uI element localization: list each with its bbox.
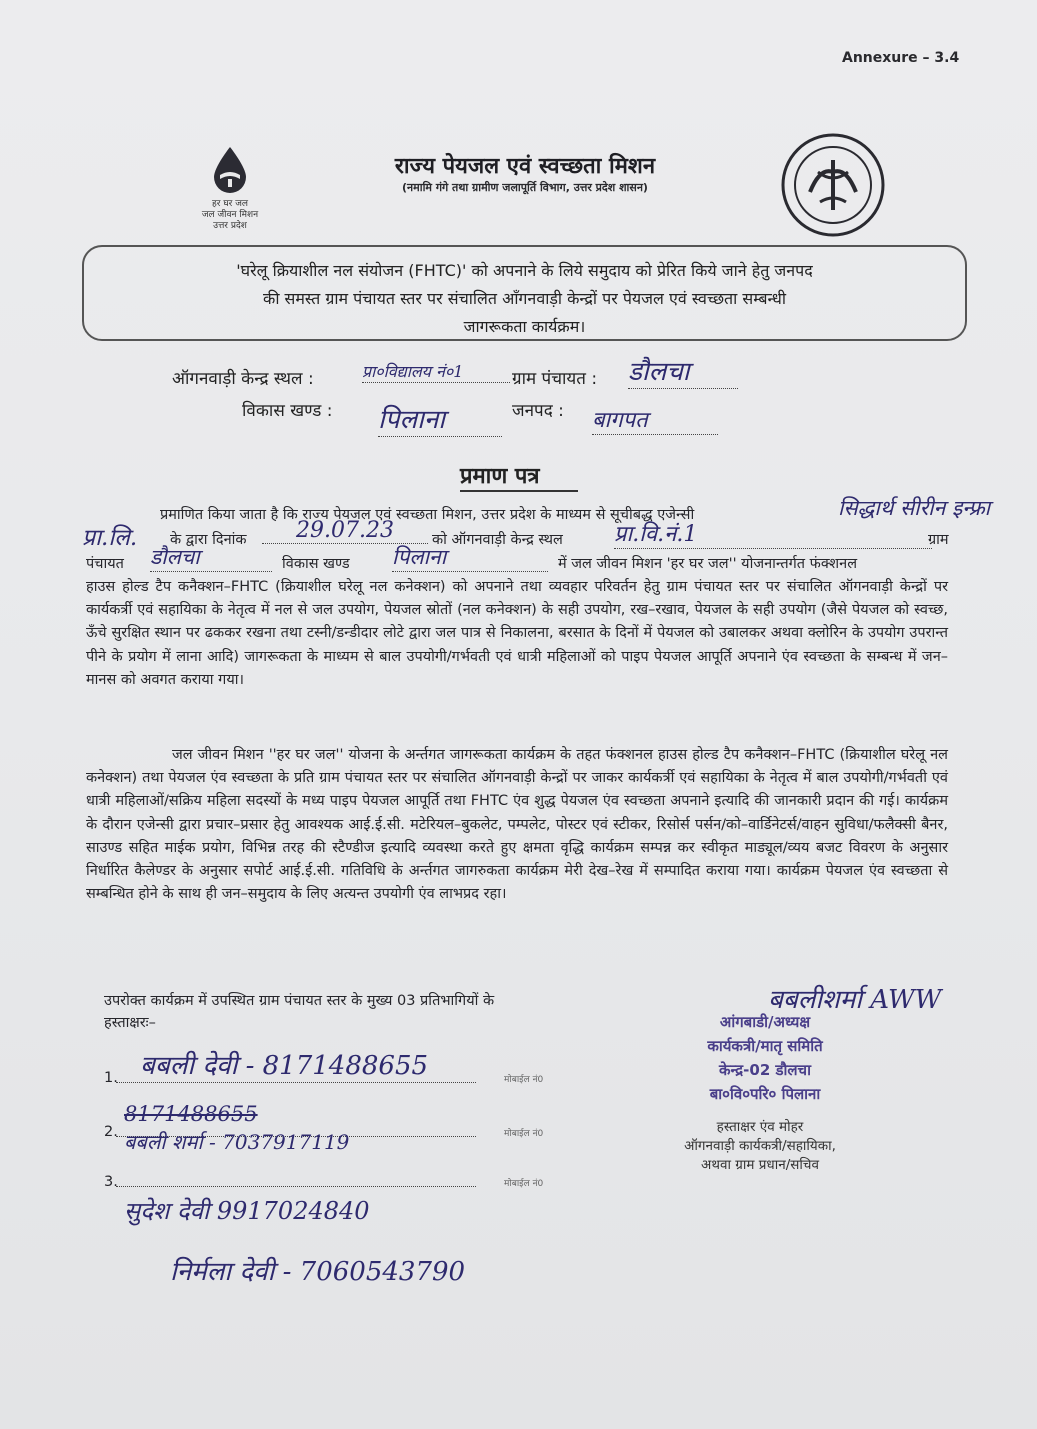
- signatory-caption: [610, 1118, 910, 1175]
- signatory-caption-2: ऑगनवाड़ी कार्यकत्री/सहायिका,: [684, 1138, 836, 1154]
- aww-signature: बबलीशर्मा AWW: [768, 985, 942, 1015]
- water-drop-icon: [210, 145, 250, 195]
- certificate-title: प्रमाण पत्र: [460, 464, 540, 489]
- anganwadi-label: ऑगनवाड़ी केन्द्र स्थल :: [172, 369, 314, 389]
- participant-3-signature: सुदेश देवी 9917024840: [124, 1197, 370, 1225]
- stamp-line-3: केन्द्र-02 डौलचा: [719, 1061, 811, 1079]
- stamp-line-2: कार्यकत्री/मातृ समिति: [707, 1037, 823, 1055]
- header-subtitle: (नमामि गंगे तथा ग्रामीण जलापूर्ति विभाग, उत्तर प्रदेश शासन): [402, 181, 648, 194]
- certificate-paragraph-1: हाउस होल्ड टैप कनैक्शन–FHTC (क्रियाशील घरेलू नल कनेक्शन) को अपनाने तथा व्यवहार परिवर्तन हेतु ग्राम पंचायत स्तर पर संचालित ऑगनवाड़ी केन्द्रों पर कार्यकर्त्री एवं सहायिका के नेतृत्व में नल से जल उपयोग, पेयजल स्रोतों (नल कनेक्शन) के सही उपयोग, रख–रखाव, पेयजल के सही उपयोग (जैसे पेयजल को स्वच्छ, ऊँचे सुरक्षित स्थान पर ढककर रखना तथा टस्नी/डन्डीदार लोटे द्वारा जल पात्र से निकालना, बरसात के दिनों में पेयजल को उबालकर अथवा क्लोरिन के उपयोग उपरान्त पीने के प्रयोग में लाना आदि) जागरूकता के माध्यम से बाल उपयोगी/गर्भवती एवं धात्री महिलाओं को पाइप पेयजल आपूर्ति अपनाने एंव स्वच्छता के सम्बन्ध में जन–मानस को अवगत कराया गया।: [86, 579, 948, 688]
- official-stamp: [640, 1010, 890, 1106]
- date-handwritten: 29.07.23: [262, 518, 428, 544]
- programme-line-2: की समस्त ग्राम पंचायत स्तर पर संचालित आँगनवाड़ी केन्द्रों पर पेयजल एवं स्वच्छता सम्बन्धी: [263, 289, 786, 308]
- participant-2-signature: बबली शर्मा - 7037917119: [124, 1130, 350, 1154]
- anganwadi-value: प्रा०विद्यालय नं०1: [362, 360, 510, 383]
- participant-1-signature: बबली देवी - 8171488655: [140, 1051, 429, 1081]
- participant-2-struck-number: 8171488655: [124, 1102, 258, 1126]
- agency-suffix-handwritten: प्रा.लि.: [82, 525, 138, 551]
- participant-number-3: 3.: [104, 1174, 118, 1190]
- vikas-khand-value: पिलाना: [378, 400, 502, 437]
- stamp-line-4: बा०वि०परि० पिलाना: [709, 1085, 821, 1103]
- logo-line-1: हर घर जल: [212, 199, 248, 209]
- gram-panchayat-value: डौलचा: [628, 352, 738, 389]
- agency-name-handwritten: सिद्धार्थ सीरीन इन्फ्रा: [838, 496, 991, 520]
- programme-line-3: जागरूकता कार्यक्रम।: [463, 317, 586, 336]
- cert-line-3-text-b: विकास खण्ड: [282, 556, 350, 572]
- participants-intro-2: हस्ताक्षरः–: [104, 1015, 156, 1031]
- cert-line-2-text-c: ग्राम: [928, 532, 949, 548]
- cert-line-3-text-c: में जल जीवन मिशन 'हर घर जल'' योजनान्तर्गत फंक्शनल: [558, 556, 858, 572]
- panchayat-handwritten: डौलचा: [150, 543, 272, 572]
- gram-panchayat-label: ग्राम पंचायत :: [512, 369, 598, 389]
- centre-handwritten: प्रा.वि.नं.1: [614, 518, 932, 549]
- mobile-label-3: मोबाईल नं0: [504, 1179, 544, 1189]
- header-title: राज्य पेयजल एवं स्वच्छता मिशन: [394, 154, 656, 179]
- signatory-caption-1: हस्ताक्षर एंव मोहर: [716, 1119, 804, 1135]
- certificate-paragraph-2: जल जीवन मिशन ''हर घर जल'' योजना के अर्न्तगत जागरूकता कार्यक्रम के तहत फंक्शनल हाउस होल्ड टैप कनैक्शन–FHTC (क्रियाशील घरेलू नल कनेक्शन) तथा पेयजल एंव स्वच्छता के प्रति ग्राम पंचायत स्तर पर संचालित ऑगनवाड़ी केन्द्रों पर जाकर कार्यकर्त्री एवं सहायिका के नेतृत्व में बाल उपयोगी/गर्भवती एवं धात्री महिलाओं/सक्रिय महिला सदस्यों के मध्य पाइप पेयजल आपूर्ति तथा FHTC एंव शुद्ध पेयजल एंव स्वच्छता अपनाने इत्यादि की जानकारी प्रदान की गई। कार्यक्रम के दौरान एजेन्सी द्वारा प्रचार–प्रसार हेतु आवश्यक आई.ई.सी. मटेरियल–बुकलेट, पम्पलेट, पोस्टर एवं स्टीकर, रिसोर्स पर्सन/को–वार्डिनेटर्स/वाहन सुविधा/फलैक्सी बैनर, साउण्ड सहित माईक प्रयोग, विभिन्न तरह की स्टैण्डीज इत्यादि व्यवस्था करते हुए क्षमता वृद्धि कार्यक्रम सम्पन्न कर स्वीकृत माड्यूल/व्यय बजट विवरण के अनुसार निर्धारित कैलेण्डर के अनुसार सपोर्ट आई.ई.सी. गतिविधि के अर्न्तगत जागरुकता कार्यक्रम मेरी देख–रेख में सम्पादित कराया गया। कार्यक्रम पेयजल एंव स्वच्छता से सम्बन्धित होने के साथ ही जन–समुदाय के लिए अत्यन्त उपयोगी एंव लाभप्रद रहा।: [86, 747, 948, 903]
- participant-number-1: 1.: [104, 1070, 118, 1086]
- participant-number-2: 2.: [104, 1124, 118, 1140]
- janpad-value: बागपत: [592, 404, 718, 435]
- annexure-label: Annexure – 3.4: [842, 50, 960, 66]
- participants-intro-1: उपरोक्त कार्यक्रम में उपस्थित ग्राम पंचायत स्तर के मुख्य 03 प्रतिभागियों के: [104, 993, 495, 1009]
- participant-line-1: [116, 1082, 476, 1083]
- cert-line-3-text-a: पंचायत: [86, 556, 124, 572]
- participant-4-signature: निर्मला देवी - 7060543790: [170, 1257, 466, 1287]
- signatory-caption-3: अथवा ग्राम प्रधान/सचिव: [701, 1157, 819, 1173]
- cert-line-2-text-a: के द्वारा दिनांक: [170, 532, 247, 548]
- mobile-label-1: मोबाईल नं0: [504, 1075, 544, 1085]
- janpad-label: जनपद :: [512, 401, 564, 421]
- logo-line-2: जल जीवन मिशन: [201, 210, 259, 220]
- mobile-label-2: मोबाईल नं0: [504, 1129, 544, 1139]
- block-handwritten: पिलाना: [392, 543, 548, 572]
- logo-line-3: उत्तर प्रदेश: [213, 221, 247, 231]
- certificate-title-underline: [460, 490, 578, 492]
- up-govt-seal-icon: [780, 132, 886, 238]
- cert-line-1-text: प्रमाणित किया जाता है कि राज्य पेयजल एवं स्वच्छता मिशन, उत्तर प्रदेश के माध्यम से सूचीबद्ध एजेन्सी: [160, 507, 695, 523]
- participant-line-3: [116, 1186, 476, 1187]
- programme-line-1: 'घरेलू क्रियाशील नल संयोजन (FHTC)' को अपनाने के लिये समुदाय को प्रेरित किये जाने हेतु जनपद: [236, 261, 813, 280]
- programme-title-box: [82, 245, 967, 341]
- stamp-line-1: आंगबाडी/अध्यक्ष: [719, 1013, 811, 1031]
- har-ghar-jal-logo: [190, 145, 270, 232]
- vikas-khand-label: विकास खण्ड :: [242, 401, 333, 421]
- cert-line-2-text-b: को ऑगनवाड़ी केन्द्र स्थल: [432, 532, 563, 548]
